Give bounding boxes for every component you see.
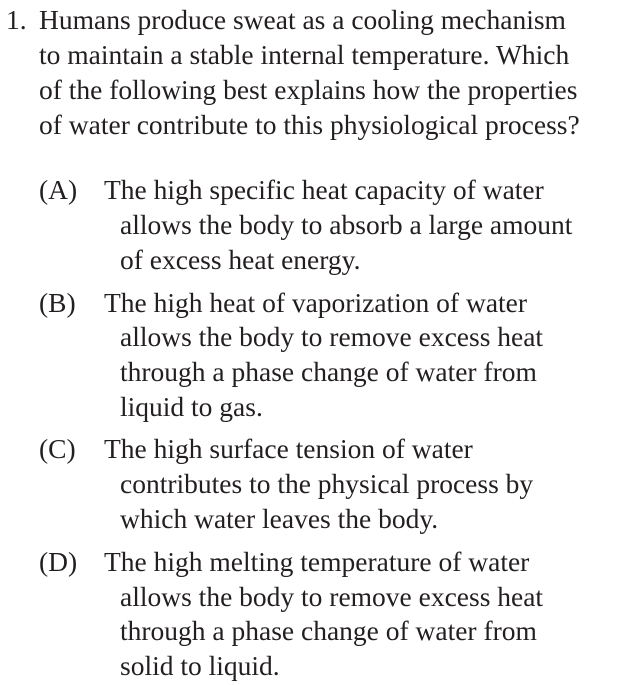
choice-label: (C): [39, 433, 76, 464]
choice-text-line: allows the body to remove excess heat: [120, 321, 544, 352]
question-number: 1.: [6, 4, 27, 35]
choice-text-line: The high heat of vaporization of water: [104, 287, 528, 318]
question-line: Humans produce sweat as a cooling mechanism: [39, 4, 566, 35]
choice-text-line: through a phase change of water from: [120, 615, 537, 646]
choice-text-line: of excess heat energy.: [120, 244, 361, 275]
choice-text-line: liquid to gas.: [120, 391, 263, 422]
choice-label: (A): [39, 174, 78, 205]
question-line: to maintain a stable internal temperature. Which: [39, 39, 570, 70]
choice-label: (B): [39, 287, 76, 318]
question-line: of water contribute to this physiological process?: [39, 109, 580, 140]
choice-text-line: through a phase change of water from: [120, 356, 537, 387]
choice-text-line: allows the body to absorb a large amount: [120, 209, 573, 240]
choice-text-line: which water leaves the body.: [120, 503, 439, 534]
question-line: of the following best explains how the properties: [39, 74, 578, 105]
choice-text-line: The high melting temperature of water: [104, 546, 530, 577]
choice-text-line: allows the body to remove excess heat: [120, 581, 544, 612]
choice-label: (D): [39, 546, 78, 577]
choice-text-line: solid to liquid.: [120, 650, 280, 681]
choice-text-line: The high specific heat capacity of water: [104, 174, 544, 205]
choice-text-line: The high surface tension of water: [104, 433, 473, 464]
choice-text-line: contributes to the physical process by: [120, 468, 534, 499]
